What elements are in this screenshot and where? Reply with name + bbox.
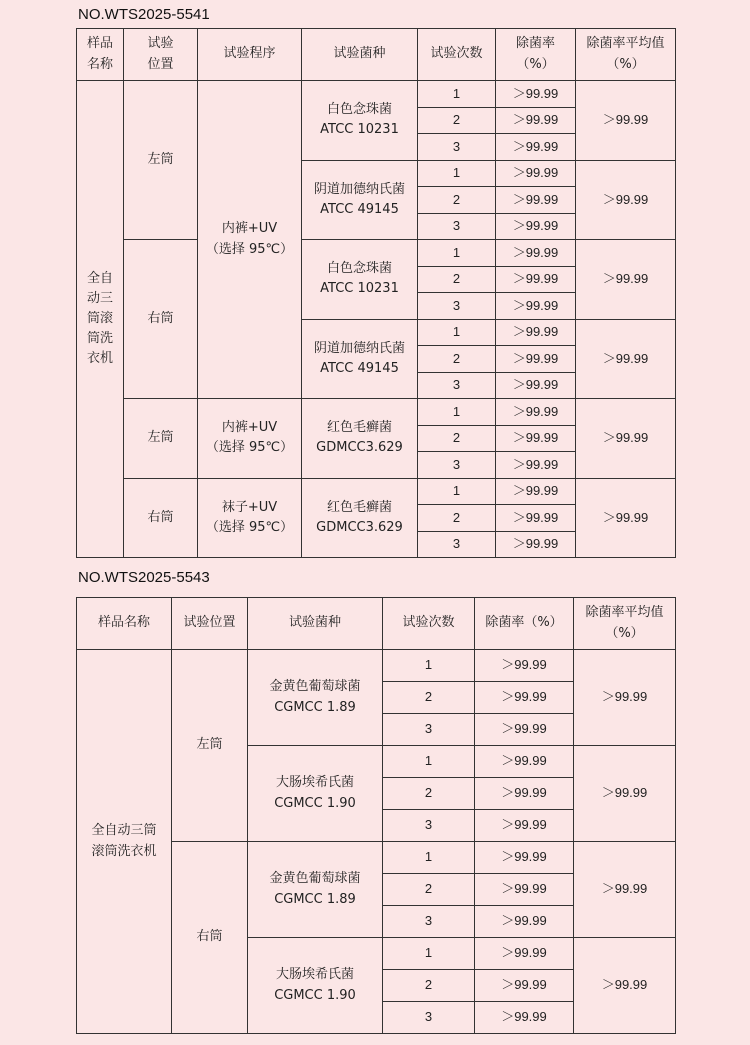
average-rate: ＞99.99 bbox=[576, 81, 676, 161]
test-results-table-1 bbox=[76, 28, 676, 558]
run-number: 3 bbox=[383, 1002, 475, 1034]
removal-rate: ＞99.99 bbox=[496, 107, 576, 134]
run-number: 2 bbox=[383, 778, 475, 810]
table-row bbox=[77, 240, 676, 267]
report-number-2: NO.WTS2025-5543 bbox=[78, 569, 210, 586]
run-number: 3 bbox=[383, 810, 475, 842]
run-number: 2 bbox=[383, 874, 475, 906]
removal-rate: ＞99.99 bbox=[496, 240, 576, 267]
run-number: 1 bbox=[418, 240, 496, 267]
header-sample: 样品 名称 bbox=[77, 29, 124, 81]
run-number: 2 bbox=[418, 187, 496, 214]
test-strain: 大肠埃希氏菌 CGMCC 1.90 bbox=[248, 938, 383, 1034]
run-number: 1 bbox=[418, 399, 496, 426]
run-number: 3 bbox=[418, 452, 496, 479]
test-position: 右筒 bbox=[172, 842, 248, 1034]
average-rate: ＞99.99 bbox=[574, 650, 676, 746]
report-number-1: NO.WTS2025-5541 bbox=[78, 6, 210, 23]
test-strain: 阴道加德纳氏菌 ATCC 49145 bbox=[302, 160, 418, 240]
removal-rate: ＞99.99 bbox=[496, 346, 576, 373]
removal-rate: ＞99.99 bbox=[496, 452, 576, 479]
sample-name: 全自动三筒 滚筒洗衣机 bbox=[77, 650, 172, 1034]
header-rate: 除菌率 （%） bbox=[496, 29, 576, 81]
header-row bbox=[77, 598, 676, 650]
table-row bbox=[77, 478, 676, 505]
removal-rate: ＞99.99 bbox=[496, 134, 576, 161]
header-position: 试验位置 bbox=[172, 598, 248, 650]
test-program: 内裤+UV （选择 95℃） bbox=[198, 399, 302, 479]
run-number: 3 bbox=[418, 293, 496, 320]
average-rate: ＞99.99 bbox=[574, 746, 676, 842]
run-number: 1 bbox=[383, 842, 475, 874]
table-row bbox=[77, 81, 676, 108]
removal-rate: ＞99.99 bbox=[496, 505, 576, 532]
run-number: 1 bbox=[418, 319, 496, 346]
test-strain: 阴道加德纳氏菌 ATCC 49145 bbox=[302, 319, 418, 399]
run-number: 2 bbox=[418, 425, 496, 452]
removal-rate: ＞99.99 bbox=[496, 478, 576, 505]
run-number: 1 bbox=[418, 160, 496, 187]
header-runs: 试验次数 bbox=[383, 598, 475, 650]
run-number: 1 bbox=[418, 478, 496, 505]
test-position: 左筒 bbox=[172, 650, 248, 842]
run-number: 1 bbox=[418, 81, 496, 108]
removal-rate: ＞99.99 bbox=[475, 938, 574, 970]
removal-rate: ＞99.99 bbox=[475, 650, 574, 682]
run-number: 1 bbox=[383, 938, 475, 970]
removal-rate: ＞99.99 bbox=[475, 682, 574, 714]
run-number: 1 bbox=[383, 650, 475, 682]
run-number: 2 bbox=[418, 505, 496, 532]
table-row bbox=[77, 650, 676, 682]
header-position: 试验 位置 bbox=[124, 29, 198, 81]
test-strain: 白色念珠菌 ATCC 10231 bbox=[302, 81, 418, 161]
run-number: 3 bbox=[383, 714, 475, 746]
removal-rate: ＞99.99 bbox=[496, 293, 576, 320]
test-position: 左筒 bbox=[124, 399, 198, 479]
average-rate: ＞99.99 bbox=[576, 160, 676, 240]
header-avg: 除菌率平均值 （%） bbox=[576, 29, 676, 81]
average-rate: ＞99.99 bbox=[576, 478, 676, 558]
test-strain: 红色毛癣菌 GDMCC3.629 bbox=[302, 478, 418, 558]
removal-rate: ＞99.99 bbox=[496, 425, 576, 452]
removal-rate: ＞99.99 bbox=[475, 874, 574, 906]
test-strain: 红色毛癣菌 GDMCC3.629 bbox=[302, 399, 418, 479]
test-position: 右筒 bbox=[124, 240, 198, 399]
run-number: 3 bbox=[418, 134, 496, 161]
run-number: 3 bbox=[418, 213, 496, 240]
run-number: 2 bbox=[383, 970, 475, 1002]
run-number: 2 bbox=[383, 682, 475, 714]
test-program: 内裤+UV （选择 95℃） bbox=[198, 81, 302, 399]
removal-rate: ＞99.99 bbox=[496, 81, 576, 108]
header-avg: 除菌率平均值 （%） bbox=[574, 598, 676, 650]
header-strain: 试验菌种 bbox=[248, 598, 383, 650]
removal-rate: ＞99.99 bbox=[496, 319, 576, 346]
average-rate: ＞99.99 bbox=[574, 938, 676, 1034]
removal-rate: ＞99.99 bbox=[475, 906, 574, 938]
removal-rate: ＞99.99 bbox=[475, 746, 574, 778]
average-rate: ＞99.99 bbox=[574, 842, 676, 938]
removal-rate: ＞99.99 bbox=[496, 160, 576, 187]
removal-rate: ＞99.99 bbox=[475, 970, 574, 1002]
test-program: 袜子+UV （选择 95℃） bbox=[198, 478, 302, 558]
test-strain: 金黄色葡萄球菌 CGMCC 1.89 bbox=[248, 842, 383, 938]
test-strain: 大肠埃希氏菌 CGMCC 1.90 bbox=[248, 746, 383, 842]
test-position: 右筒 bbox=[124, 478, 198, 558]
table-row bbox=[77, 399, 676, 426]
test-strain: 金黄色葡萄球菌 CGMCC 1.89 bbox=[248, 650, 383, 746]
removal-rate: ＞99.99 bbox=[475, 778, 574, 810]
run-number: 3 bbox=[418, 531, 496, 558]
average-rate: ＞99.99 bbox=[576, 319, 676, 399]
removal-rate: ＞99.99 bbox=[496, 399, 576, 426]
run-number: 2 bbox=[418, 266, 496, 293]
header-sample: 样品名称 bbox=[77, 598, 172, 650]
run-number: 2 bbox=[418, 346, 496, 373]
header-program: 试验程序 bbox=[198, 29, 302, 81]
run-number: 1 bbox=[383, 746, 475, 778]
removal-rate: ＞99.99 bbox=[475, 1002, 574, 1034]
test-strain: 白色念珠菌 ATCC 10231 bbox=[302, 240, 418, 320]
removal-rate: ＞99.99 bbox=[496, 531, 576, 558]
header-runs: 试验次数 bbox=[418, 29, 496, 81]
run-number: 3 bbox=[418, 372, 496, 399]
removal-rate: ＞99.99 bbox=[496, 372, 576, 399]
test-position: 左筒 bbox=[124, 81, 198, 240]
removal-rate: ＞99.99 bbox=[496, 187, 576, 214]
average-rate: ＞99.99 bbox=[576, 240, 676, 320]
test-results-table-2 bbox=[76, 597, 676, 1034]
removal-rate: ＞99.99 bbox=[475, 842, 574, 874]
removal-rate: ＞99.99 bbox=[475, 714, 574, 746]
removal-rate: ＞99.99 bbox=[496, 213, 576, 240]
run-number: 2 bbox=[418, 107, 496, 134]
header-strain: 试验菌种 bbox=[302, 29, 418, 81]
sample-name: 全自 动三 筒滚 筒洗 衣机 bbox=[77, 81, 124, 558]
removal-rate: ＞99.99 bbox=[475, 810, 574, 842]
average-rate: ＞99.99 bbox=[576, 399, 676, 479]
header-rate: 除菌率（%） bbox=[475, 598, 574, 650]
removal-rate: ＞99.99 bbox=[496, 266, 576, 293]
header-row bbox=[77, 29, 676, 81]
run-number: 3 bbox=[383, 906, 475, 938]
